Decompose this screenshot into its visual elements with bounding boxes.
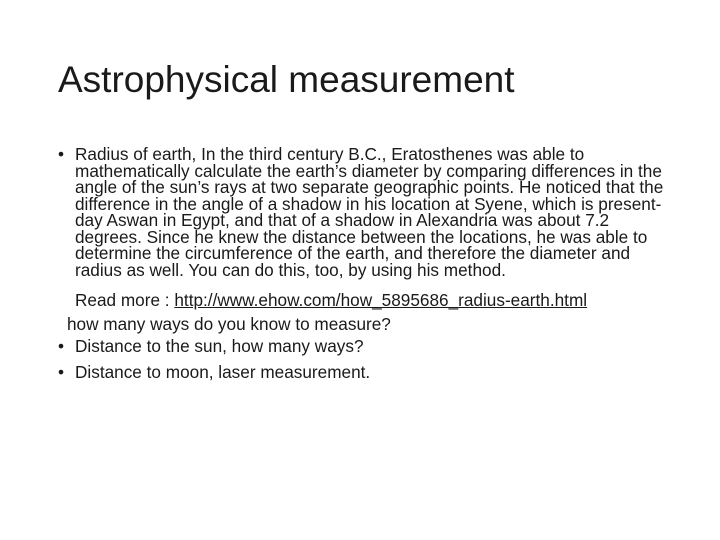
slide-body [56,146,672,383]
bullet-text-moon: Distance to moon, laser measurement. [75,361,371,382]
question-line: how many ways do you know to measure? [67,313,391,334]
read-more-line [56,292,672,309]
bullet-item-radius [56,146,672,278]
bullet-marker: • [58,144,65,164]
bullet-text-sun: Distance to the sun, how many ways? [75,335,364,356]
bullet-marker: • [58,361,65,382]
bullet-marker: • [58,335,65,356]
bullet-item-sun [56,335,672,357]
read-more-label: Read more : [75,290,175,310]
bullet-item-moon [56,361,672,383]
slide-title: Astrophysical measurement [58,59,515,100]
paragraph-eratosthenes: Radius of earth, In the third century B.C., Eratosthenes was able to mathematically calculate the earth’s diameter by comparing differences in the angle of the sun’s rays at two separate geographic points. He noticed that the difference in the angle of a shadow in his location at Syene, which is present-day Aswan in Egypt, and that of a shadow in Alexandria was about 7.2 degrees. Since he knew the distance between the locations, he was able to determine the circumference of the earth, and therefore the diameter and radius as well. You can do this, too, by using his method. [75,144,664,280]
read-more-link[interactable]: http://www.ehow.com/how_5895686_radius-earth.html [174,290,588,310]
